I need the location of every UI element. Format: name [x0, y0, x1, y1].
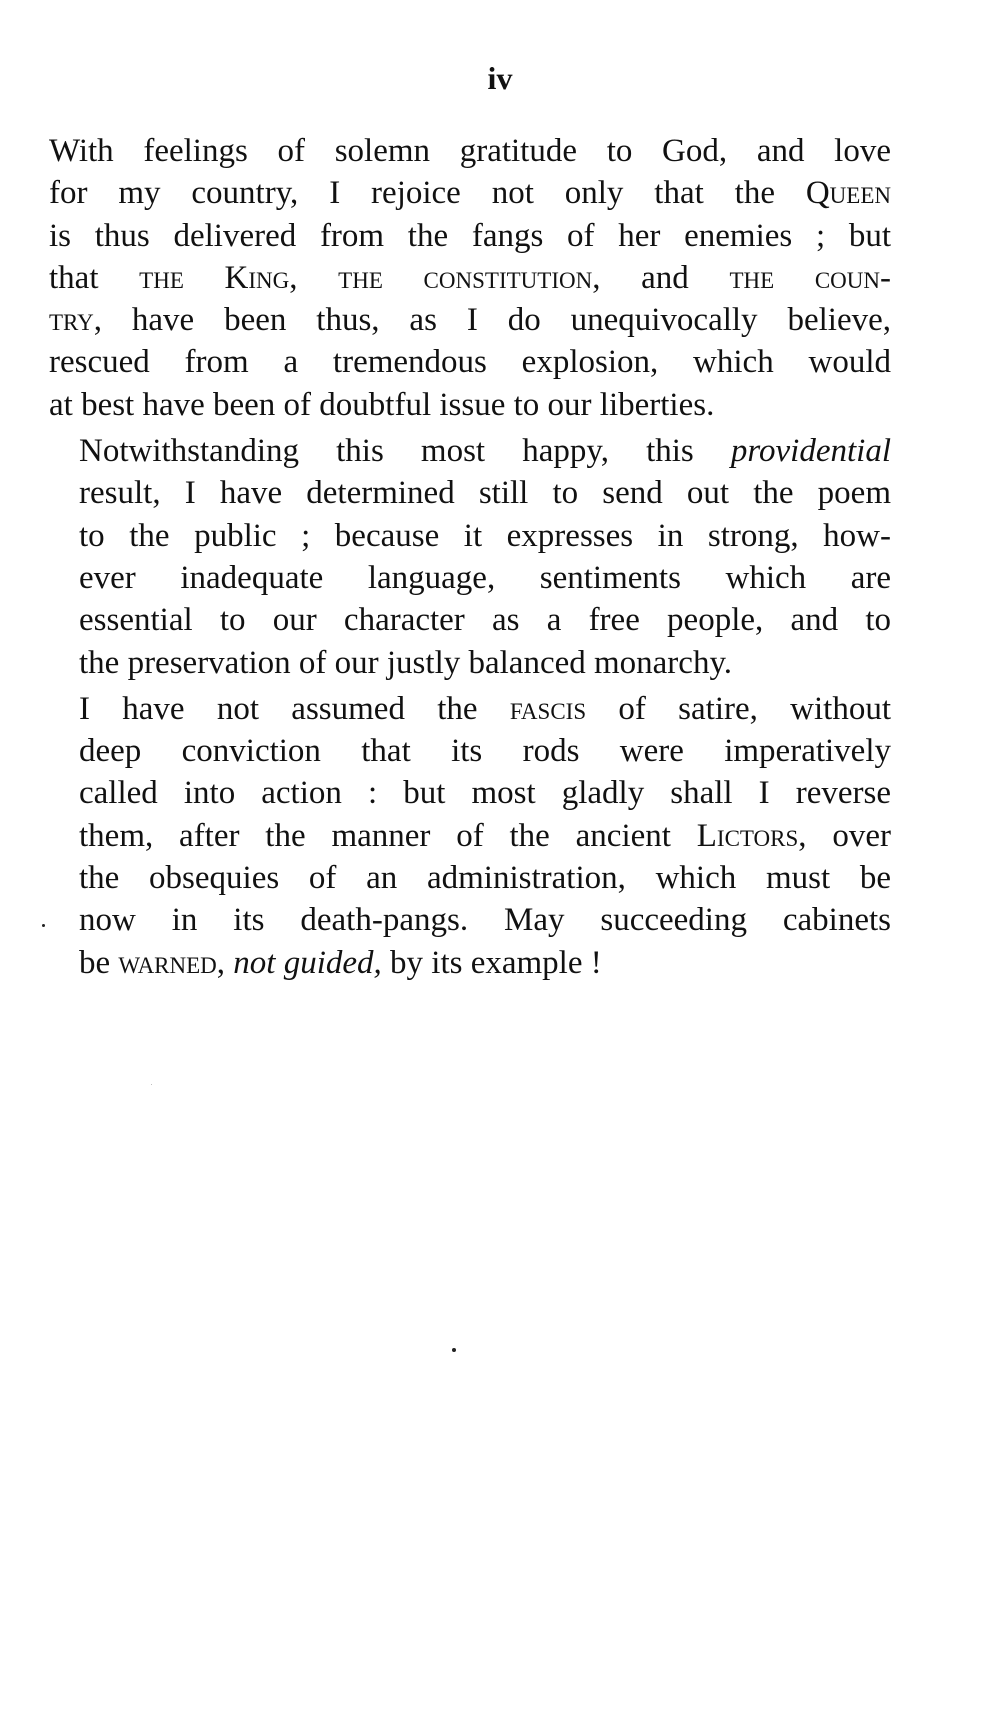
text-run: I have not assumed the — [79, 690, 510, 727]
text-run: of satire, without — [586, 690, 891, 727]
text-run: is thus delivered from the fangs of her enemies ; but — [49, 217, 891, 254]
text-line — [49, 172, 891, 214]
text-run: deep conviction that its rods were imperatively — [79, 733, 891, 770]
text-run: result, I have determined still to send out the poem — [79, 475, 891, 512]
scan-speck — [452, 1348, 456, 1352]
text-run: them, after the manner of the ancient — [79, 817, 697, 854]
paragraph — [49, 430, 891, 684]
text-run: now in its death-pangs. May succeeding cabinets — [79, 902, 891, 939]
text-run: for my country, I rejoice not only that the — [49, 175, 806, 212]
text-line — [49, 599, 891, 641]
small-caps-text: the coun- — [729, 259, 891, 296]
text-run: have been thus, as I do unequivocally believe, — [101, 302, 891, 339]
small-caps-text: the King, the constitution, — [139, 259, 601, 296]
text-run: to the public ; because it expresses in strong, how- — [79, 517, 891, 554]
text-run: ever inadequate language, sentiments which are — [79, 559, 891, 596]
scan-speck — [42, 924, 45, 927]
text-line — [49, 515, 891, 557]
text-line — [49, 942, 891, 984]
text-line — [49, 688, 891, 730]
text-run: essential to our character as a free people, and to — [79, 602, 891, 639]
text-run: With feelings of solemn gratitude to God, and love — [49, 133, 891, 169]
text-run: Notwithstanding this most happy, this — [79, 433, 731, 470]
italic-text: not guided, — [233, 944, 382, 981]
paragraph — [49, 130, 891, 426]
text-line — [49, 257, 891, 299]
italic-text: providential — [730, 433, 891, 470]
text-run: called into action : but most gladly shall I reverse — [79, 775, 891, 812]
text-run: rescued from a tremendous explosion, which would — [49, 344, 891, 381]
text-run: the preservation of our justly balanced monarchy. — [79, 644, 733, 681]
text-line — [49, 341, 891, 383]
text-run: be — [79, 944, 119, 981]
text-run: at best have been of doubtful issue to our liberties. — [49, 386, 715, 423]
text-run: by its example ! — [381, 944, 602, 981]
scan-speck — [151, 1084, 152, 1085]
text-run: the obsequies of an administration, which must be — [79, 860, 891, 897]
text-line — [49, 730, 891, 772]
text-line — [49, 299, 891, 341]
small-caps-text: warned, — [118, 944, 226, 981]
text-line — [49, 642, 891, 684]
text-run: over — [806, 817, 891, 854]
text-line — [49, 815, 891, 857]
small-caps-text: Queen — [805, 175, 891, 212]
small-caps-text: Lictors, — [696, 817, 807, 854]
text-line — [49, 130, 891, 172]
text-line — [49, 384, 891, 426]
text-line — [49, 899, 891, 941]
text-line — [49, 472, 891, 514]
page-number: iv — [487, 60, 513, 96]
text-run: and — [600, 259, 730, 296]
small-caps-text: try, — [49, 302, 102, 339]
text-line — [49, 215, 891, 257]
text-line — [49, 772, 891, 814]
body-text — [49, 130, 891, 988]
small-caps-text: fascis — [509, 690, 587, 727]
paragraph — [49, 688, 891, 984]
text-run: that — [49, 259, 140, 296]
text-line — [49, 857, 891, 899]
text-line — [49, 430, 891, 472]
text-line — [49, 557, 891, 599]
